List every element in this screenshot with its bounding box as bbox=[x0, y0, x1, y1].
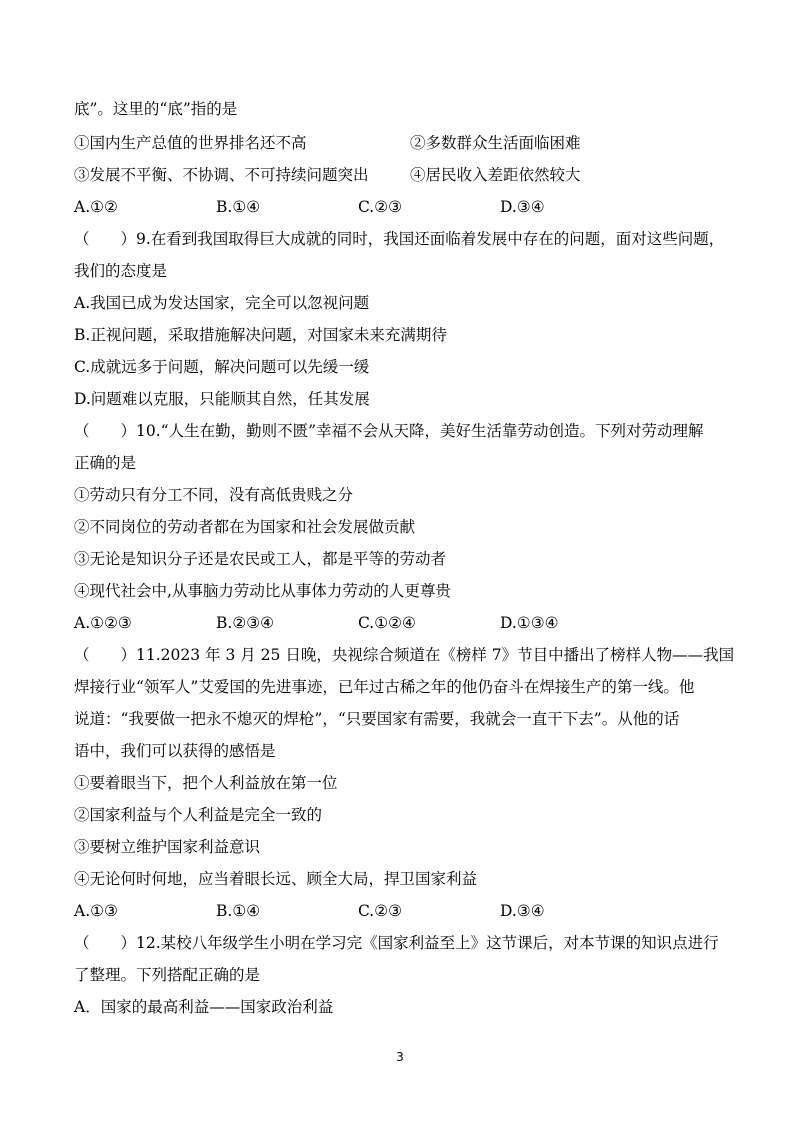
question-12-text: 了整理。下列搭配正确的是 bbox=[74, 966, 261, 984]
question-9-text: （ ）9.在看到我国取得巨大成就的同时，我国还面临着发展中存在的问题，面对这些问题， bbox=[74, 230, 725, 248]
choice-d: D.问题难以克服，只能顺其自然，任其发展 bbox=[74, 390, 370, 408]
choice-c: C.②③ bbox=[358, 902, 403, 920]
option-text: ①国内生产总值的世界排名还不高 bbox=[74, 134, 307, 152]
choice-a: A.我国已成为发达国家，完全可以忽视问题 bbox=[74, 294, 370, 312]
option-text: ①要着眼当下，把个人利益放在第一位 bbox=[74, 774, 338, 792]
choice-a: A.①② bbox=[74, 198, 118, 216]
question-9-text: 我们的态度是 bbox=[74, 262, 168, 280]
option-text: ④无论何时何地，应当着眼长远、顾全大局，捍卫国家利益 bbox=[74, 870, 478, 888]
choice-b: B.①④ bbox=[216, 902, 261, 920]
choice-c: C.成就远多于问题，解决问题可以先缓一缓 bbox=[74, 358, 370, 376]
choice-c: C.①②④ bbox=[358, 614, 416, 632]
question-10-text: （ ）10.“人生在勤，勤则不匮”幸福不会从天降，美好生活靠劳动创造。下列对劳动理解 bbox=[74, 422, 704, 440]
choice-a: A．国家的最高利益——国家政治利益 bbox=[74, 998, 334, 1016]
option-text: ③发展不平衡、不协调、不可持续问题突出 bbox=[74, 166, 369, 184]
choice-b: B.①④ bbox=[216, 198, 261, 216]
choice-d: D.③④ bbox=[500, 198, 545, 216]
question-11-text: 说道：“我要做一把永不熄灭的焊枪”，“只要国家有需要，我就会一直干下去”。从他的话 bbox=[74, 710, 680, 728]
option-text: ②多数群众生活面临困难 bbox=[410, 134, 581, 152]
question-12-text: （ ）12.某校八年级学生小明在学习完《国家利益至上》这节课后，对本节课的知识点进行 bbox=[74, 934, 719, 952]
choice-b: B.正视问题，采取措施解决问题，对国家未来充满期待 bbox=[74, 326, 447, 344]
question-10-text: 正确的是 bbox=[74, 454, 137, 472]
option-text: ③无论是知识分子还是农民或工人，都是平等的劳动者 bbox=[74, 550, 447, 568]
option-text: ④现代社会中,从事脑力劳动比从事体力劳动的人更尊贵 bbox=[74, 582, 451, 600]
choice-b: B.②③④ bbox=[216, 614, 275, 632]
option-text: ③要树立维护国家利益意识 bbox=[74, 838, 261, 856]
question-11-text: （ ）11.2023 年 3 月 25 日晚，央视综合频道在《榜样 7》节目中播出了榜样人物——我国 bbox=[74, 646, 735, 664]
question-11-text: 焊接行业“领军人”艾爱国的先进事迹，已年过古稀之年的他仍奋斗在焊接生产的第一线。他 bbox=[74, 678, 695, 696]
choice-a: A.①②③ bbox=[74, 614, 132, 632]
choice-a: A.①③ bbox=[74, 902, 118, 920]
choice-d: D.③④ bbox=[500, 902, 545, 920]
choice-c: C.②③ bbox=[358, 198, 403, 216]
option-text: ④居民收入差距依然较大 bbox=[410, 166, 581, 184]
choice-d: D.①③④ bbox=[500, 614, 559, 632]
option-text: ②不同岗位的劳动者都在为国家和社会发展做贡献 bbox=[74, 518, 416, 536]
page-number: 3 bbox=[396, 1050, 404, 1064]
option-text: ①劳动只有分工不同，没有高低贵贱之分 bbox=[74, 486, 354, 504]
question-text: 底”。这里的“底”指的是 bbox=[74, 100, 238, 118]
question-11-text: 语中，我们可以获得的感悟是 bbox=[74, 742, 276, 760]
option-text: ②国家利益与个人利益是完全一致的 bbox=[74, 806, 323, 824]
